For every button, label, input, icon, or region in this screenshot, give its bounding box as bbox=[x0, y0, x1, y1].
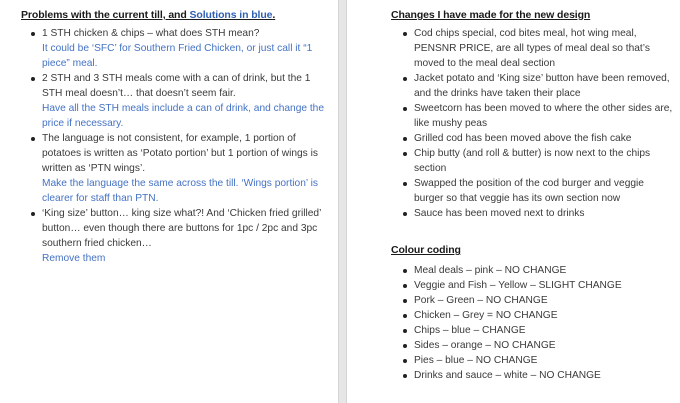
problem-text: 1 STH chicken & chips – what does STH mean? bbox=[42, 28, 260, 39]
heading-text: Problems with the current till, and bbox=[21, 9, 190, 21]
list-item: Sauce has been moved next to drinks bbox=[403, 206, 673, 221]
colour-coding-heading: Colour coding bbox=[391, 244, 461, 256]
list-item: Drinks and sauce – white – NO CHANGE bbox=[403, 368, 673, 383]
list-item: Pork – Green – NO CHANGE bbox=[403, 293, 673, 308]
problem-text: The language is not consistent, for example, 1 portion of potatoes is written as ‘Potato portion’ but 1 portion of wings is written as ‘PTN wings’. bbox=[42, 133, 318, 174]
solution-text: It could be ‘SFC’ for Southern Fried Chicken, or just call it “1 piece” meal. bbox=[42, 43, 313, 69]
problem-text: ‘King size’ button… king size what?! And ‘Chicken fried grilled’ button… even though there are buttons for 1pc / 2pc and 3pc southern fried chicken… bbox=[42, 208, 321, 249]
list-item: Pies – blue – NO CHANGE bbox=[403, 353, 673, 368]
problems-heading bbox=[21, 9, 275, 21]
document-page-left bbox=[0, 0, 338, 403]
list-item bbox=[31, 26, 331, 71]
list-item: Veggie and Fish – Yellow – SLIGHT CHANGE bbox=[403, 278, 673, 293]
solution-text: Remove them bbox=[42, 253, 106, 264]
heading-highlight-text: Solutions in blue bbox=[189, 9, 273, 21]
changes-heading: Changes I have made for the new design bbox=[391, 9, 591, 21]
list-item bbox=[31, 206, 331, 266]
list-item: Swapped the position of the cod burger and veggie burger so that veggie has its own section now bbox=[403, 176, 673, 206]
problem-text: 2 STH and 3 STH meals come with a can of drink, but the 1 STH meal doesn’t… that doesn’t seem fair. bbox=[42, 73, 311, 99]
list-item: Chip butty (and roll & butter) is now next to the chips section bbox=[403, 146, 673, 176]
page-gutter bbox=[338, 0, 347, 403]
list-item: Grilled cod has been moved above the fish cake bbox=[403, 131, 673, 146]
heading-suffix: . bbox=[272, 9, 276, 21]
list-item: Sweetcorn has been moved to where the other sides are, like mushy peas bbox=[403, 101, 673, 131]
list-item: Sides – orange – NO CHANGE bbox=[403, 338, 673, 353]
changes-list bbox=[403, 26, 673, 221]
solution-text: Make the language the same across the till. ‘Wings portion’ is clearer for staff than PTN. bbox=[42, 178, 318, 204]
list-item bbox=[31, 71, 331, 131]
colour-coding-list bbox=[403, 263, 673, 383]
solution-text: Have all the STH meals include a can of drink, and change the price if necessary. bbox=[42, 103, 325, 129]
problems-list bbox=[31, 26, 331, 266]
list-item: Chicken – Grey = NO CHANGE bbox=[403, 308, 673, 323]
list-item: Jacket potato and ‘King size’ button have been removed, and the drinks have taken their place bbox=[403, 71, 673, 101]
list-item bbox=[31, 131, 331, 206]
list-item: Cod chips special, cod bites meal, hot wing meal, PENSNR PRICE, are all types of meal deal so that’s moved to the meal deal section bbox=[403, 26, 673, 71]
list-item: Meal deals – pink – NO CHANGE bbox=[403, 263, 673, 278]
list-item: Chips – blue – CHANGE bbox=[403, 323, 673, 338]
